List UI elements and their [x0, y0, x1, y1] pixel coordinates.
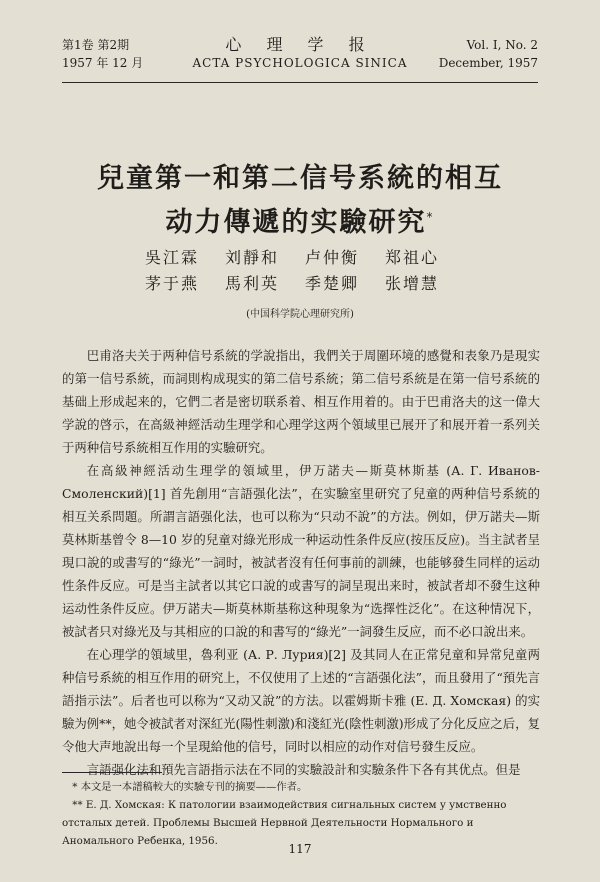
volume-en: Vol. I, No. 2: [466, 38, 538, 52]
article-title: [0, 160, 600, 242]
affiliation: (中国科学院心理研究所): [246, 309, 354, 320]
author: 张增慧: [385, 274, 440, 293]
footnote-rule: [62, 772, 162, 773]
author: 吳江霖: [145, 248, 200, 267]
author: 卢仲衡: [305, 248, 360, 267]
date-en: December, 1957: [438, 56, 538, 70]
paragraph: 巴甫洛夫关于两种信号系統的学說指出，我們关于周圍环境的感覺和表象乃是現实的第一信号系統，而詞則构成現实的第二信号系統；第二信号系統是在第一信号系統的基础上形成起来的，它們二者是密切联系着、相互作用着的。由于巴甫洛夫的这一偉大学說的啓示，在高級神經活动生理学和心理学这两个領域里已展开了和展开着一系列关于两种信号系統相互作用的实驗研究。: [62, 348, 540, 455]
author: 季楚卿: [305, 274, 360, 293]
author-list: [145, 247, 465, 295]
author: 郑祖心: [385, 248, 440, 267]
header-rule: [62, 82, 538, 83]
page-header: [62, 36, 538, 86]
title-line-1: 兒童第一和第二信号系統的相互: [97, 163, 503, 194]
page-number: 117: [288, 842, 312, 856]
journal-name-zh: 心 理 学 报: [225, 35, 375, 54]
author: 茅于燕: [145, 274, 200, 293]
paragraph: 言語强化法和預先言語指示法在不同的实驗設計和实驗条件下各有其优点。但是: [86, 762, 521, 777]
paragraph: 在高級神經活动生理学的領域里，伊万諾夫—斯莫林斯基 (А. Г. Иванов-Смоленский)[1] 首先創用“言語强化法”，在实驗室里研究了兒童的两种信号系統的相互关系問題。所謂言語强化法，也可以称为“只动不說”的方法。例如，伊万諾夫—斯莫林斯基曾令 8—10 岁的兒童对綠光形成一种运动性条件反应(按压反应)。当主試者呈現口說的或書写的“綠光”一詞时，被試者沒有任何事前的訓練，也能够發生同样的运动性条件反应。可是当主試者以其它口說的或書写的詞呈現出来时，被試者却不發生这种运动性条件反应。伊万諾夫—斯莫林斯基称这种現象为“选擇性泛化”。在这种情况下，被試者只对綠光及与其相应的口說的和書写的“綠光”一詞發生反应，而不必口說出来。: [62, 463, 540, 639]
title-line-2: 动力傳遞的实驗研究: [165, 207, 427, 238]
footnote: * 本文是一本譜稿較大的实驗专刊的摘要——作者。: [72, 781, 308, 793]
author: 馬利英: [225, 274, 280, 293]
paragraph: 在心理学的領域里，魯利亚 (А. Р. Лурия)[2] 及其同人在正常兒童和异常兒童两种信号系統的相互作用的研究上，不仅使用了上述的“言語强化法”，而且發用了“預先言語指示法”。后者也可以称为“又动又說”的方法。以霍姆斯卡雅 (Е. Д. Хомская) 的实驗为例**，她令被試者对深紅光(陽性刺激)和淺紅光(陰性刺激)形成了分化反应之后，复令他大声地說出每一个呈現給他的信号，同时以相应的动作对信号發生反应。: [62, 647, 540, 754]
title-footnote-mark: *: [426, 210, 435, 224]
author: 刘靜和: [225, 248, 280, 267]
article-body: [62, 344, 540, 781]
footnotes: [62, 778, 540, 850]
issue-info-en: [439, 36, 538, 72]
footnote: ** Е. Д. Хомская: К патологии взаимодействия сигнальных систем у умственно отсталых детей. Проблемы Высшей Нервной Деятельности Нормального и Аномального Ребенка, 1956.: [62, 799, 507, 847]
journal-name-en: ACTA PSYCHOLOGICA SINICA: [192, 56, 408, 70]
date-zh: 1957 年 12 月: [62, 56, 144, 70]
issue-zh: 第1卷 第2期: [62, 38, 130, 52]
